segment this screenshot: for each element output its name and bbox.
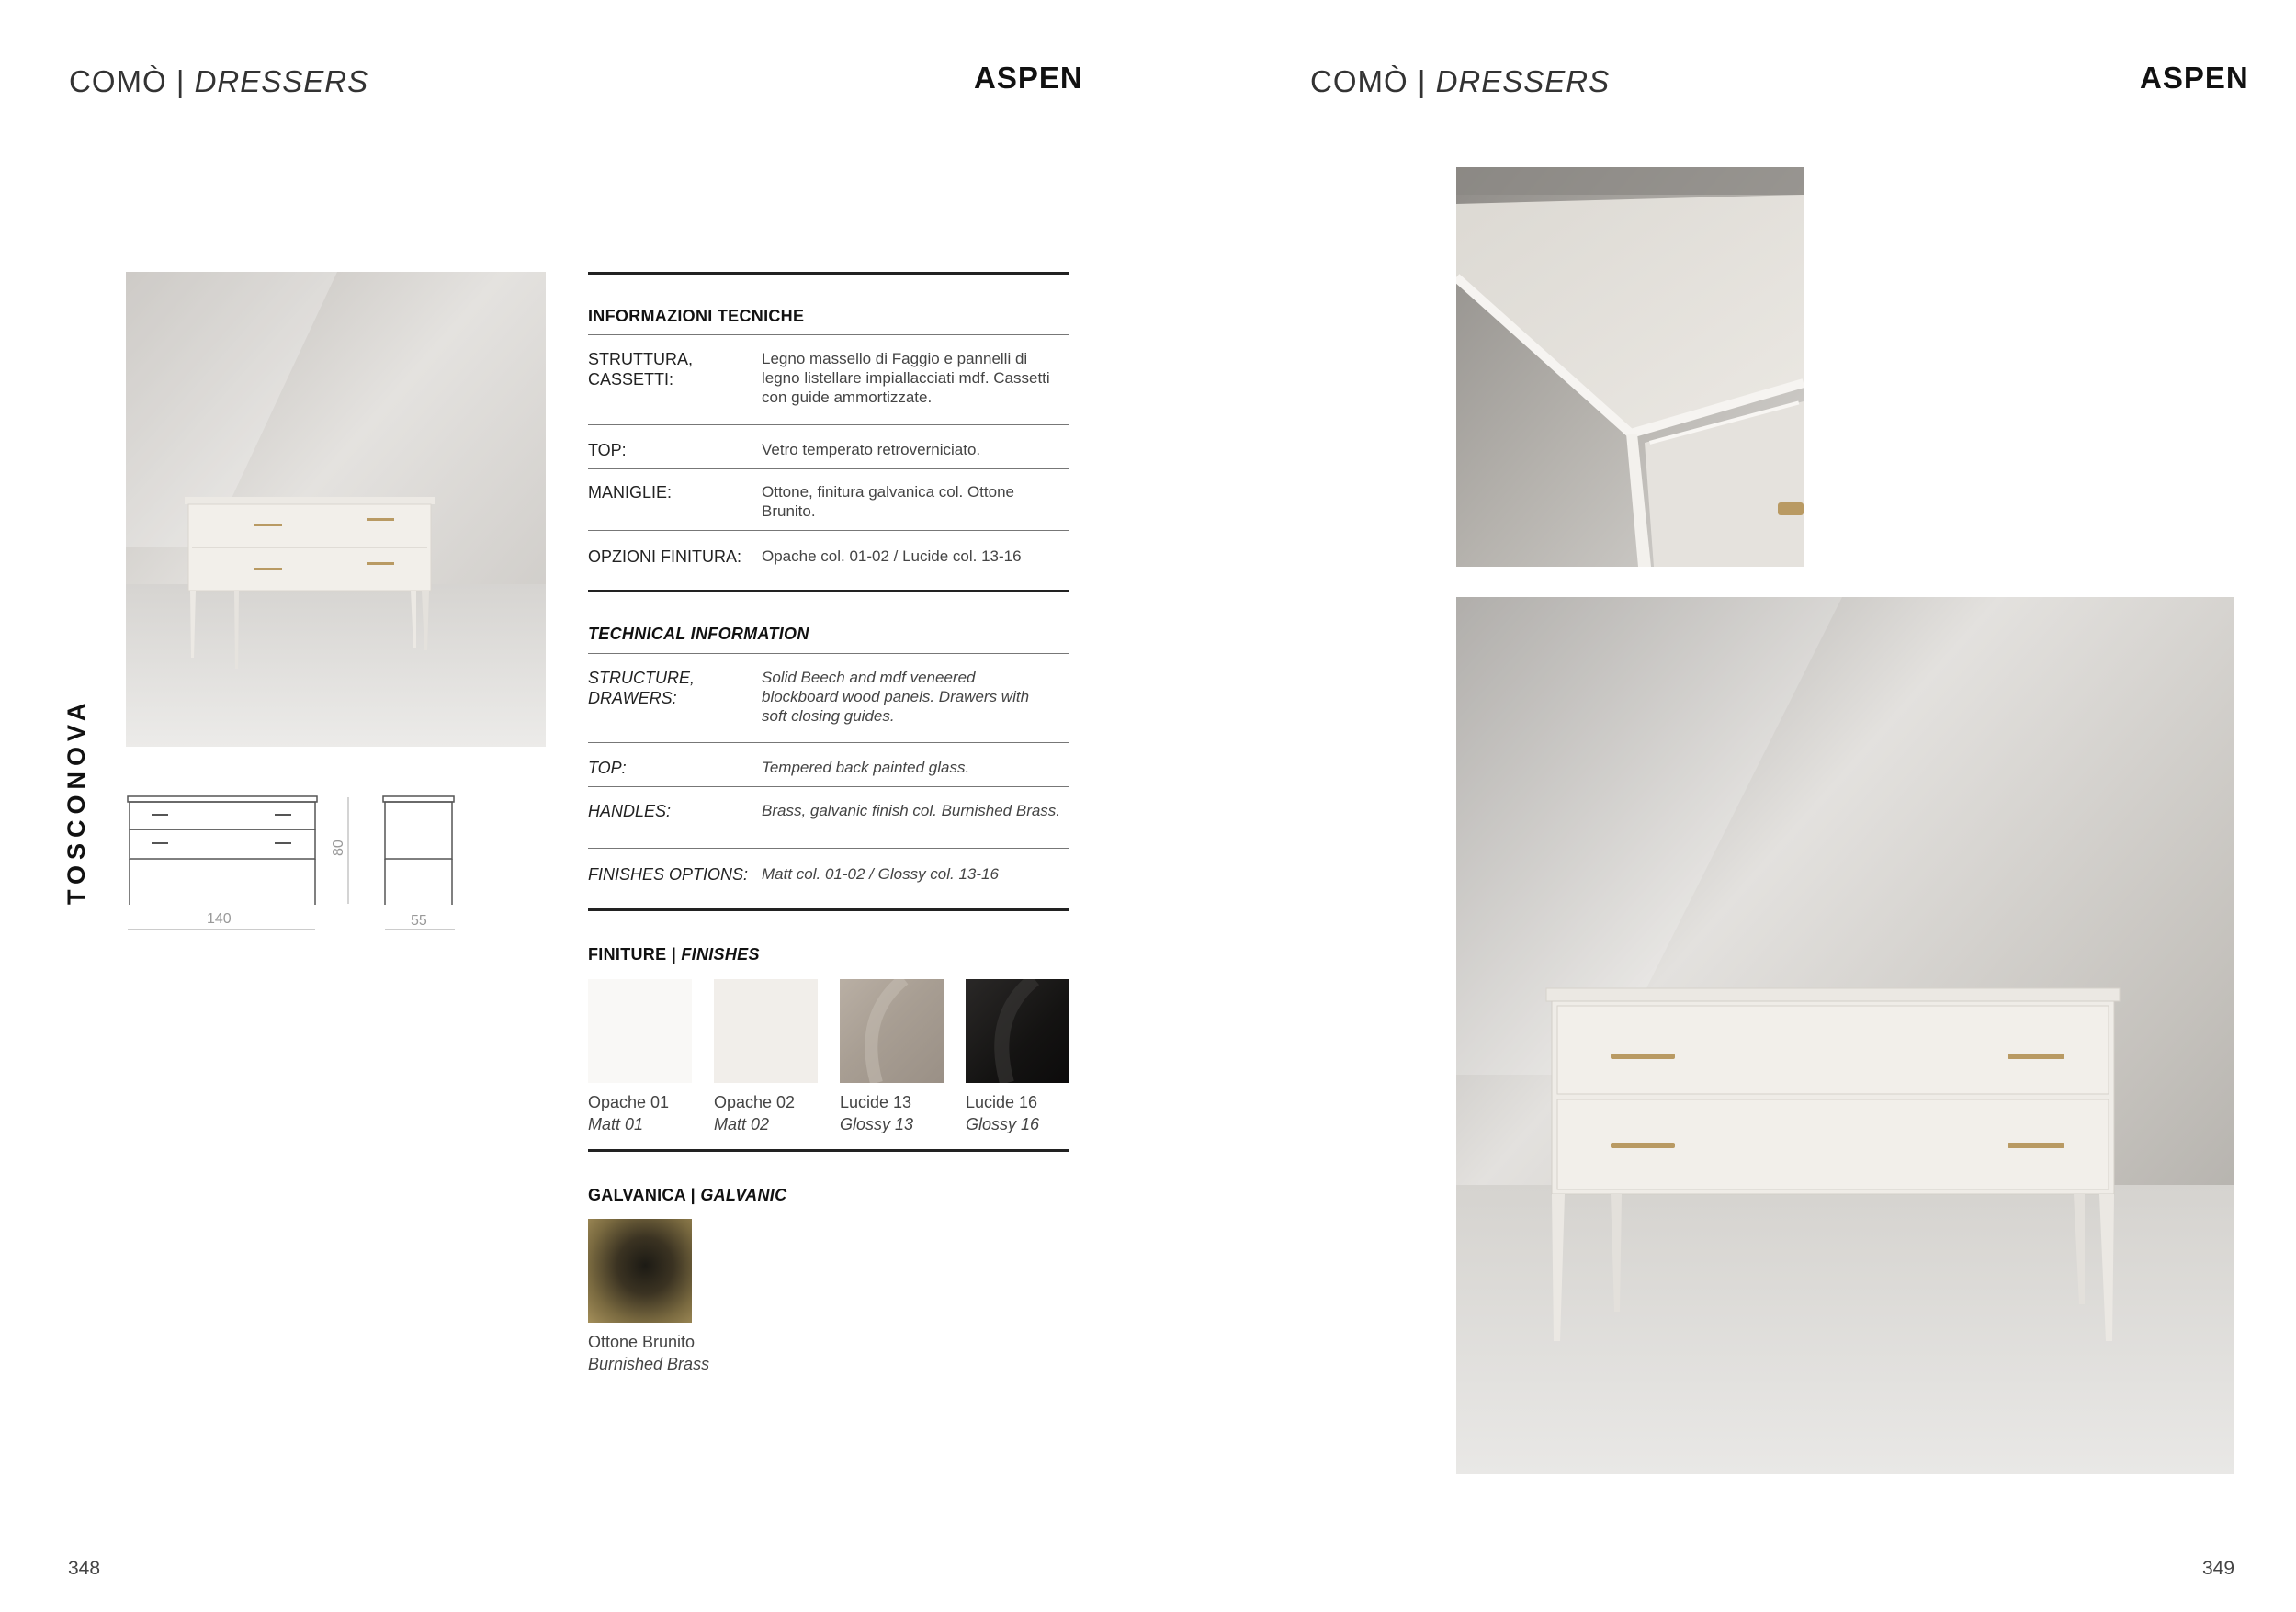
finish-label-en: Glossy 16 bbox=[966, 1115, 1040, 1133]
tech-en-value-structure: Solid Beech and mdf veneered blockboard wood panels. Drawers with soft closing guides. bbox=[762, 669, 1030, 725]
technical-drawing bbox=[126, 790, 475, 937]
tech-en-value-finishes: Matt col. 01-02 / Glossy col. 13-16 bbox=[762, 865, 999, 883]
page-number-left: 348 bbox=[68, 1558, 101, 1579]
dresser-large-illustration bbox=[1456, 597, 2234, 1474]
galvanic-swatch-burnished-brass bbox=[588, 1219, 692, 1323]
dimension-width: 140 bbox=[207, 911, 232, 927]
finish-label-en: Matt 02 bbox=[714, 1115, 770, 1133]
divider bbox=[588, 468, 1069, 469]
galvanic-label-en: Burnished Brass bbox=[588, 1355, 710, 1373]
finish-label-en: Glossy 13 bbox=[840, 1115, 914, 1133]
tech-it-label-handles: MANIGLIE: bbox=[588, 483, 673, 502]
tech-it-label-top: TOP: bbox=[588, 441, 627, 459]
divider bbox=[588, 334, 1069, 335]
finishes-title-it: FINITURE bbox=[588, 945, 667, 964]
gloss-highlight bbox=[840, 979, 944, 1083]
galvanic-label bbox=[588, 1331, 709, 1375]
category-separator: | bbox=[175, 64, 186, 98]
header-category-right bbox=[1310, 64, 1610, 99]
divider bbox=[588, 742, 1069, 743]
divider bbox=[588, 908, 1069, 911]
tech-en-value-top: Tempered back painted glass. bbox=[762, 759, 970, 776]
tech-en-title: TECHNICAL INFORMATION bbox=[588, 625, 809, 643]
product-photo-large bbox=[1456, 597, 2234, 1474]
tech-it-label-finishes: OPZIONI FINITURA: bbox=[588, 547, 742, 566]
dimension-depth: 55 bbox=[411, 913, 427, 929]
finish-swatch-glossy-16 bbox=[966, 979, 1069, 1083]
galvanic-title: GALVANICA | GALVANIC bbox=[588, 1186, 787, 1204]
tech-en-label-structure: STRUCTURE, DRAWERS: bbox=[588, 669, 695, 707]
category-en: DRESSERS bbox=[1435, 64, 1611, 98]
vertical-brand-label: TOSCONOVA bbox=[62, 697, 90, 905]
header-category-left bbox=[69, 64, 368, 99]
finish-swatch-matt-02 bbox=[714, 979, 818, 1083]
dresser-photo-illustration bbox=[126, 272, 546, 747]
product-photo-small bbox=[126, 272, 546, 747]
category-it: COMÒ bbox=[1310, 64, 1408, 98]
finish-label-it: Opache 02 bbox=[714, 1093, 796, 1111]
finishes-title: FINITURE | FINISHES bbox=[588, 945, 760, 964]
tech-it-value-top: Vetro temperato retroverniciato. bbox=[762, 441, 981, 458]
finish-swatch-glossy-13 bbox=[840, 979, 944, 1083]
category-separator: | bbox=[1417, 64, 1427, 98]
tech-en-label-handles: HANDLES: bbox=[588, 802, 672, 820]
brand-left: ASPEN bbox=[974, 61, 1083, 95]
divider bbox=[588, 786, 1069, 787]
galvanic-title-it: GALVANICA bbox=[588, 1186, 686, 1204]
finish-label-it: Lucide 16 bbox=[966, 1093, 1038, 1111]
finish-label-4 bbox=[966, 1091, 1039, 1135]
detail-photo bbox=[1456, 167, 1804, 567]
tech-it-title: INFORMAZIONI TECNICHE bbox=[588, 307, 805, 325]
tech-it-value-finishes: Opache col. 01-02 / Lucide col. 13-16 bbox=[762, 547, 1022, 565]
finish-label-en: Matt 01 bbox=[588, 1115, 644, 1133]
divider bbox=[588, 1149, 1069, 1152]
dimension-height-value: 80 bbox=[331, 840, 346, 856]
gloss-highlight bbox=[966, 979, 1069, 1083]
divider bbox=[588, 424, 1069, 425]
finish-label-it: Lucide 13 bbox=[840, 1093, 912, 1111]
galvanic-title-en: GALVANIC bbox=[700, 1186, 787, 1204]
tech-en-label-finishes: FINISHES OPTIONS: bbox=[588, 865, 749, 884]
tech-it-value-structure: Legno massello di Faggio e pannelli di legno listellare impiallacciati mdf. Cassetti con guide ammortizzate. bbox=[762, 350, 1050, 406]
finish-label-it: Opache 01 bbox=[588, 1093, 670, 1111]
detail-photo-illustration bbox=[1456, 167, 1804, 567]
galvanic-label-it: Ottone Brunito bbox=[588, 1333, 696, 1351]
finish-label-1 bbox=[588, 1091, 669, 1135]
category-it: COMÒ bbox=[69, 64, 167, 98]
divider bbox=[588, 653, 1069, 654]
category-en: DRESSERS bbox=[194, 64, 369, 98]
finish-label-3 bbox=[840, 1091, 913, 1135]
divider bbox=[588, 272, 1069, 275]
finish-label-2 bbox=[714, 1091, 795, 1135]
tech-en-label-top: TOP: bbox=[588, 759, 627, 777]
tech-it-label-structure: STRUTTURA, CASSETTI: bbox=[588, 350, 693, 389]
divider bbox=[588, 590, 1069, 592]
tech-it-value-handles: Ottone, finitura galvanica col. Ottone Brunito. bbox=[762, 483, 1014, 520]
divider bbox=[588, 530, 1069, 531]
finishes-title-en: FINISHES bbox=[681, 945, 760, 964]
brand-right: ASPEN bbox=[2140, 61, 2249, 95]
page-number-right: 349 bbox=[2202, 1558, 2235, 1579]
finish-swatch-matt-01 bbox=[588, 979, 692, 1083]
tech-en-value-handles: Brass, galvanic finish col. Burnished Brass. bbox=[762, 802, 1061, 819]
divider bbox=[588, 848, 1069, 849]
